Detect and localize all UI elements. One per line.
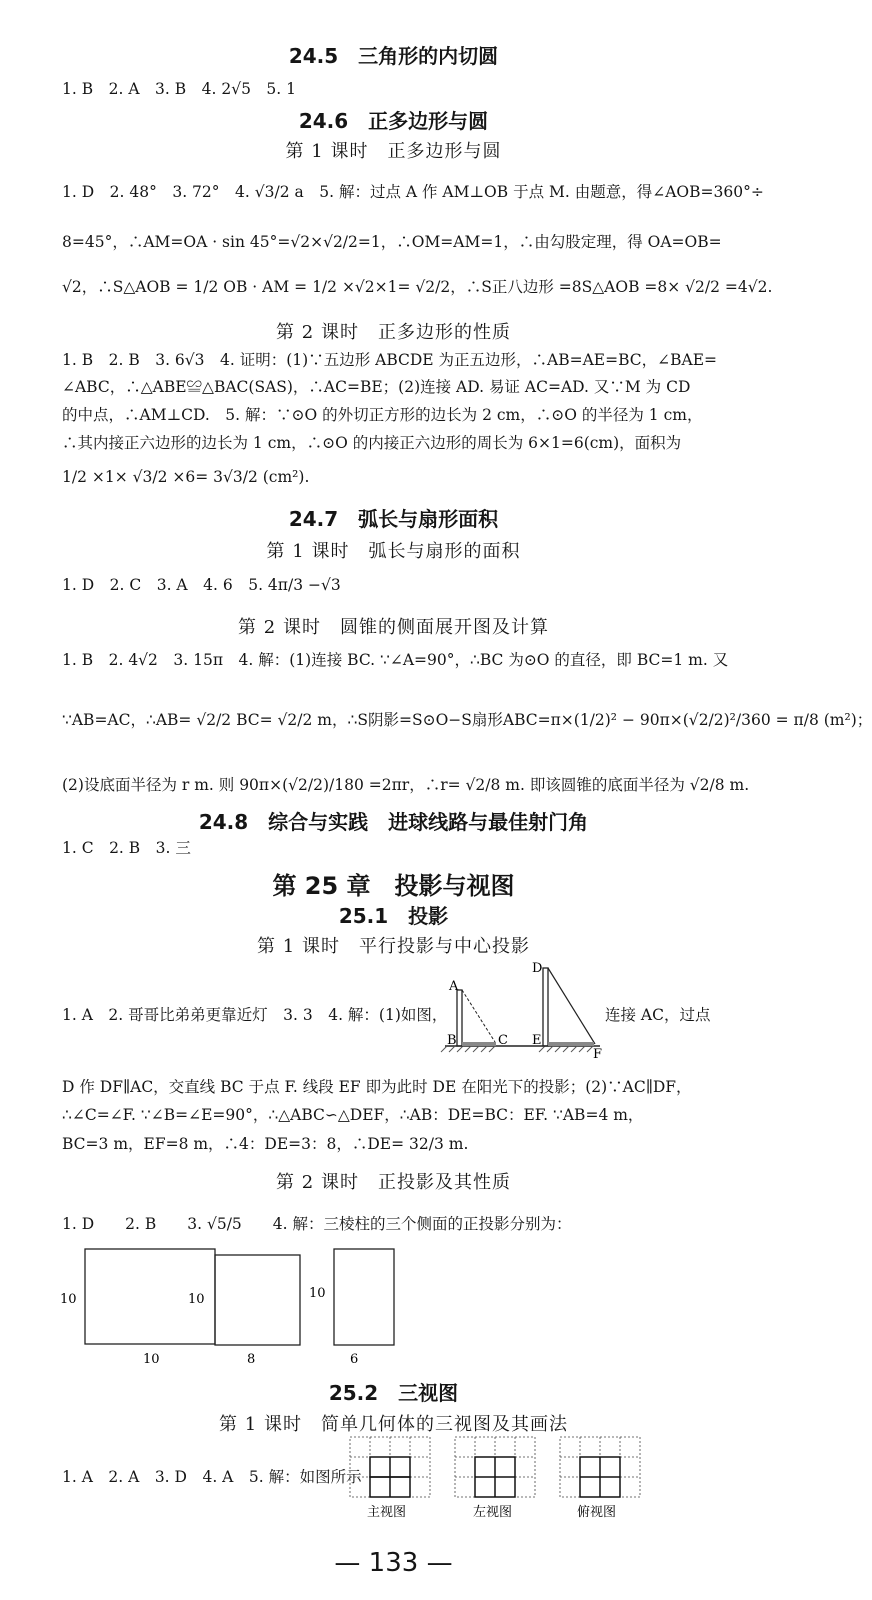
page-number: — 133 — bbox=[334, 1548, 453, 1578]
section-title-24-7: 24.7 弧长与扇形面积 bbox=[288, 507, 499, 531]
lesson-title-24-7-1: 第 1 课时 弧长与扇形的面积 bbox=[266, 541, 521, 562]
rect2-width-label: 8 bbox=[247, 1352, 256, 1367]
answer-line: D 作 DF∥AC，交直线 BC 于点 F. 线段 EF 即为此时 DE 在阳光下的投影；(2)∵AC∥DF， bbox=[62, 1078, 692, 1096]
answers-24-8: 1. C 2. B 3. 三 bbox=[62, 839, 191, 857]
view-label-left: 左视图 bbox=[473, 1505, 513, 1520]
chapter-title-25: 第 25 章 投影与视图 bbox=[272, 872, 515, 900]
section-title-25-2: 25.2 三视图 bbox=[328, 1381, 459, 1405]
answer-line: 8=45°，∴AM=OA · sin 45°=√2×√2/2=1，∴OM=AM=1，∴由勾股定理，得 OA=OB= bbox=[62, 233, 722, 251]
lesson-title-25-1-2: 第 2 课时 正投影及其性质 bbox=[276, 1172, 511, 1193]
section-title-25-1: 25.1 投影 bbox=[338, 904, 449, 928]
lesson-title-24-7-2: 第 2 课时 圆锥的侧面展开图及计算 bbox=[238, 617, 549, 638]
answer-line: 1. A 2. 哥哥比弟弟更靠近灯 3. 3 4. 解：(1)如图， bbox=[62, 1006, 448, 1024]
section-title-24-6: 24.6 正多边形与圆 bbox=[298, 109, 489, 133]
answer-line: 1. A 2. A 3. D 4. A 5. 解：如图所示 bbox=[62, 1468, 362, 1486]
answer-line: 1. B 2. 4√2 3. 15π 4. 解：(1)连接 BC. ∵∠A=90°，∴BC 为⊙O 的直径，即 BC=1 m. 又 bbox=[62, 651, 729, 669]
view-label-top: 俯视图 bbox=[577, 1505, 617, 1520]
rect1-width-label: 10 bbox=[143, 1352, 160, 1367]
answer-line: 连接 AC，过点 bbox=[605, 1006, 711, 1024]
answer-line: BC=3 m，EF=8 m，∴4：DE=3：8，∴DE= 32/3 m. bbox=[62, 1135, 469, 1153]
lesson-title-24-6-2: 第 2 课时 正多边形的性质 bbox=[276, 322, 511, 343]
answer-line: 1. D 2. B 3. √5/5 4. 解：三棱柱的三个侧面的正投影分别为： bbox=[62, 1215, 572, 1233]
answer-line: (2)设底面半径为 r m. 则 90π×(√2/2)/180 =2πr，∴r= √2/8 m. 即该圆锥的底面半径为 √2/8 m. bbox=[62, 776, 750, 794]
orthographic-projection-rectangles bbox=[55, 1245, 475, 1385]
parallel-projection-figure bbox=[435, 960, 615, 1062]
answer-line: ∴∠C=∠F. ∵∠B=∠E=90°，∴△ABC∽△DEF，∴AB：DE=BC：EF. ∵AB=4 m， bbox=[62, 1106, 644, 1124]
point-label-d: D bbox=[532, 961, 543, 976]
section-title-24-8: 24.8 综合与实践 进球线路与最佳射门角 bbox=[198, 810, 589, 834]
answer-line: 1. D 2. 48° 3. 72° 4. √3/2 a 5. 解：过点 A 作 AM⊥OB 于点 M. 由题意，得∠AOB=360°÷ bbox=[62, 183, 764, 201]
point-label-e: E bbox=[532, 1033, 542, 1048]
answers-24-5: 1. B 2. A 3. B 4. 2√5 5. 1 bbox=[62, 80, 297, 98]
rect2-height-label: 10 bbox=[188, 1292, 205, 1307]
lesson-title-25-1-1: 第 1 课时 平行投影与中心投影 bbox=[257, 936, 530, 957]
rect1-height-label: 10 bbox=[60, 1292, 77, 1307]
answer-line: ∠ABC，∴△ABE≌△BAC(SAS)，∴AC=BE；(2)连接 AD. 易证 AC=AD. 又∵M 为 CD bbox=[62, 378, 691, 396]
view-label-front: 主视图 bbox=[367, 1505, 407, 1520]
answer-line: 1/2 ×1× √3/2 ×6= 3√3/2 (cm²). bbox=[62, 468, 310, 486]
point-label-b: B bbox=[447, 1033, 457, 1048]
answer-line: ∴其内接正六边形的边长为 1 cm，∴⊙O 的内接正六边形的周长为 6×1=6(cm)，面积为 bbox=[62, 434, 682, 452]
answer-line: ∵AB=AC，∴AB= √2/2 BC= √2/2 m，∴S阴影=S⊙O−S扇形ABC=π×(1/2)² − 90π×(√2/2)²/360 = π/8 (m²)； bbox=[62, 711, 872, 729]
three-views-figure bbox=[345, 1432, 645, 1522]
point-label-c: C bbox=[498, 1033, 508, 1048]
answer-line: √2，∴S△AOB = 1/2 OB · AM = 1/2 ×√2×1= √2/2，∴S正八边形 =8S△AOB =8× √2/2 =4√2. bbox=[62, 278, 773, 296]
section-title-24-5: 24.5 三角形的内切圆 bbox=[288, 44, 499, 68]
answer-line: 1. B 2. B 3. 6√3 4. 证明：(1)∵五边形 ABCDE 为正五边形，∴AB=AE=BC，∠BAE= bbox=[62, 351, 718, 369]
rect3-width-label: 6 bbox=[350, 1352, 359, 1367]
answer-line: 的中点，∴AM⊥CD. 5. 解：∵⊙O 的外切正方形的边长为 2 cm，∴⊙O 的半径为 1 cm， bbox=[62, 406, 703, 424]
answer-line: 1. D 2. C 3. A 4. 6 5. 4π/3 −√3 bbox=[62, 576, 341, 594]
point-label-f: F bbox=[593, 1047, 603, 1062]
lesson-title-24-6-1: 第 1 课时 正多边形与圆 bbox=[285, 141, 502, 162]
point-label-a: A bbox=[449, 979, 459, 994]
rect3-height-label: 10 bbox=[309, 1286, 326, 1301]
lesson-title-25-2-1: 第 1 课时 简单几何体的三视图及其画法 bbox=[219, 1414, 568, 1435]
